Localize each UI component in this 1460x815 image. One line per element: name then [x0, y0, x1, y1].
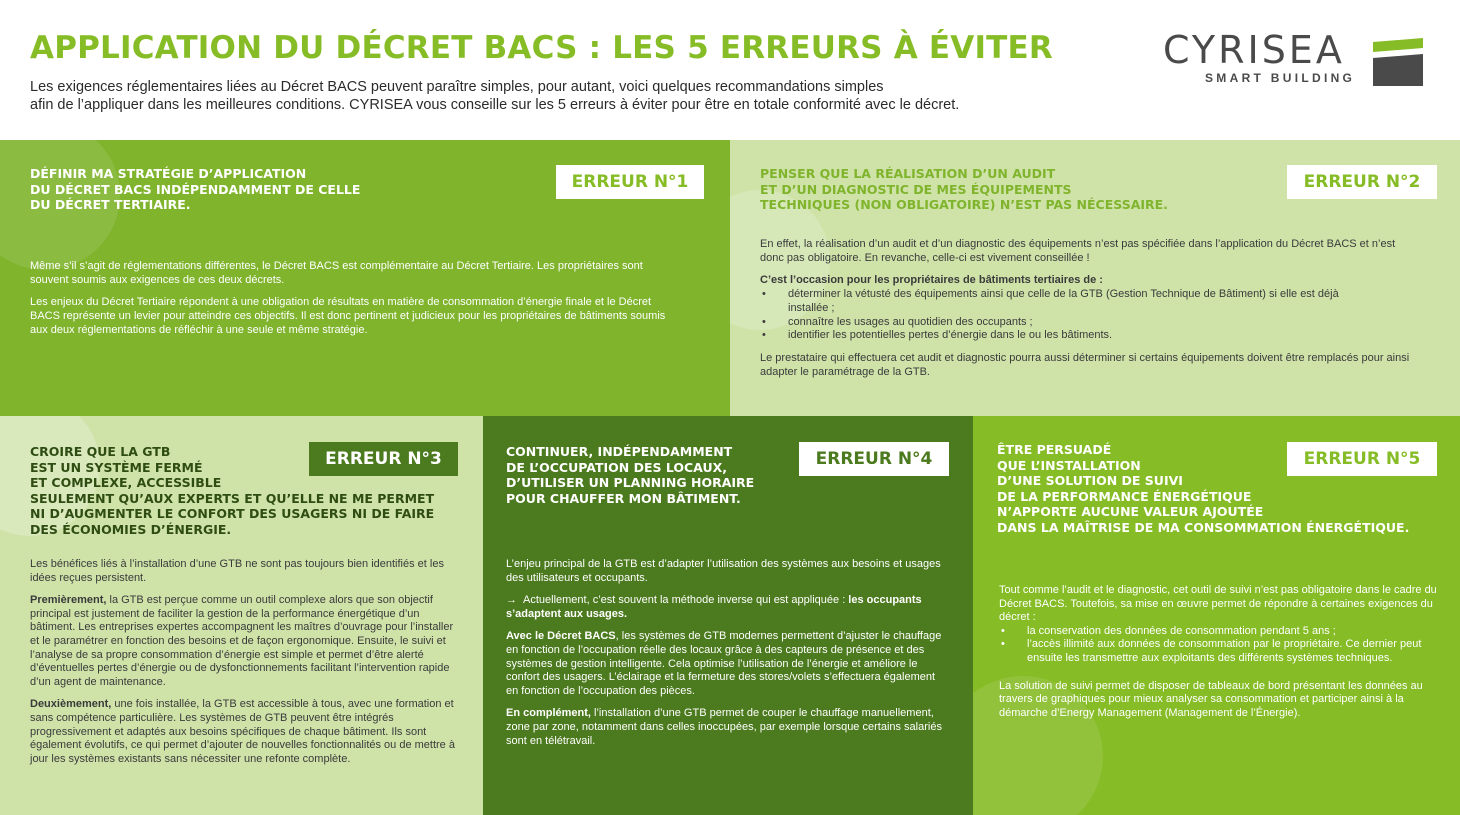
error-title-line: ET COMPLEXE, ACCESSIBLE: [30, 475, 222, 490]
error-body: [30, 558, 460, 775]
error-title-line: N’APPORTE AUCUNE VALEUR AJOUTÉE: [997, 504, 1264, 519]
error-title: [30, 166, 450, 213]
error-title-line: D’UTILISER UN PLANNING HORAIRE: [506, 475, 755, 490]
error-badge: ERREUR N°3: [309, 442, 458, 476]
paragraph-emphasis: les occupants s’adaptent aux usages.: [506, 594, 922, 620]
paragraph: [506, 707, 946, 748]
bullet-list: [760, 288, 1420, 343]
list-item: • la conservation des données de consommation pendant 5 ans ;: [999, 625, 1444, 639]
error-title-line: TECHNIQUES (NON OBLIGATOIRE) N’EST PAS NÉCESSAIRE.: [760, 197, 1168, 212]
intro-line: afin de l’appliquer dans les meilleures conditions. CYRISEA vous conseille sur les 5 erreurs à éviter pour être en totale conformité avec le décret.: [30, 97, 960, 113]
bullet-list: [999, 625, 1444, 666]
error-title-line: EST UN SYSTÈME FERMÉ: [30, 459, 203, 475]
paragraph: Les bénéfices liés à l’installation d’une GTB ne sont pas toujours bien identifiés et les idées reçues persistent.: [30, 558, 444, 584]
list-item: • l’accès illimité aux données de consommation par le propriétaire. Ce dernier peut ensuite les transmettre aux exploitants des différents systèmes techniques.: [999, 638, 1444, 665]
error-badge: ERREUR N°1: [556, 165, 704, 199]
error-title-line: DÉFINIR MA STRATÉGIE D’APPLICATION: [30, 166, 307, 181]
error-badge: ERREUR N°2: [1287, 165, 1437, 199]
paragraph-lead: En complément,: [506, 707, 591, 720]
error-title-line: CROIRE QUE LA GTB: [30, 444, 171, 459]
error-body: [30, 260, 670, 347]
paragraph: [30, 698, 460, 766]
error-title-line: DANS LA MAÎTRISE DE MA CONSOMMATION ÉNERGÉTIQUE.: [997, 519, 1410, 535]
error-panel-4: [483, 416, 973, 815]
paragraph: [506, 594, 946, 621]
page-title: APPLICATION DU DÉCRET BACS : LES 5 ERREURS À ÉVITER: [30, 30, 1053, 66]
paragraph-text: l’installation d’une GTB permet de couper le chauffage manuellement, zone par zone, notamment dans celles inoccupées, par exemple lorsque certains salariés sont en télétravail.: [506, 707, 942, 747]
error-badge: ERREUR N°4: [799, 442, 949, 476]
error-title-line: POUR CHAUFFER MON BÂTIMENT.: [506, 490, 741, 506]
error-title-line: DES ÉCONOMIES D’ÉNERGIE.: [30, 521, 232, 537]
error-body: [506, 558, 946, 757]
error-title-line: CONTINUER, INDÉPENDAMMENT: [506, 444, 733, 459]
paragraph: L’enjeu principal de la GTB est d’adapter l’utilisation des systèmes aux besoins et usages des utilisateurs et occupants.: [506, 558, 941, 584]
error-badge: ERREUR N°5: [1287, 442, 1437, 476]
header: [0, 0, 1460, 140]
paragraph: Même s’il s’agit de réglementations différentes, le Décret BACS est complémentaire au Décret Tertiaire. Les propriétaires sont souvent soumis aux exigences de ces deux décrets.: [30, 260, 643, 286]
paragraph: La solution de suivi permet de disposer de tableaux de bord présentant les données au travers de graphiques pour mieux analyser sa consommation et participer ainsi à la démarche d’Energy Management (Management de l’Énergie).: [999, 679, 1423, 719]
logo-wordmark: CYRISEA: [1163, 28, 1345, 72]
error-title-line: DE L’OCCUPATION DES LOCAUX,: [506, 459, 727, 475]
cyrisea-logo: [1163, 28, 1425, 92]
paragraph: Les enjeux du Décret Tertiaire répondent à une obligation de résultats en matière de consommation d’énergie finale et le Décret BACS représente un levier pour atteindre ces objectifs. Il est donc pertinent et judicieux pour les propriétaires de bâtiments soumis aux deux réglementations de réfléchir à une seule et même stratégie.: [30, 296, 666, 336]
intro-line: Les exigences réglementaires liées au Décret BACS peuvent paraître simples, pour autant, voici quelques recommandations simples: [30, 79, 884, 95]
error-panel-1: [0, 140, 730, 416]
paragraph-text: la GTB est perçue comme un outil complexe alors que son objectif principal est justement de faciliter la gestion de la performance énergétique d’un bâtiment. Les entreprises expertes accompagnent les maîtres d’ouvrage pour l’installer et le paramétrer en fonction des besoins et de façon ergonomique. Ensuite, le suivi et l’analyse de sa propre consommation d’énergie est simple et permet d’être alerté d’éventuelles pertes d’énergie ou de dysfonctionnements facilitant l’intervention rapide d’un agent de maintenance.: [30, 594, 454, 688]
error-panel-2: [730, 140, 1460, 416]
paragraph-lead: Avec le Décret BACS: [506, 630, 616, 643]
error-title-line: DU DÉCRET TERTIAIRE.: [30, 197, 191, 212]
paragraph: En effet, la réalisation d’un audit et d’un diagnostic des équipements n’est pas spécifiée dans l’application du Décret BACS et n’est donc pas obligatoire. En revanche, celle-ci est vivement conseillée !: [760, 238, 1396, 264]
error-title: [506, 444, 806, 506]
list-item: • identifier les potentielles pertes d’énergie dans le ou les bâtiments.: [760, 329, 1420, 343]
arrow-right-icon: →: [506, 594, 517, 607]
paragraph: Le prestataire qui effectuera cet audit et diagnostic pourra aussi déterminer si certains équipements doivent être remplacés pour ainsi adapter le paramétrage de la GTB.: [760, 351, 1410, 378]
error-title-line: ET D’UN DIAGNOSTIC DE MES ÉQUIPEMENTS: [760, 181, 1072, 197]
paragraph: [30, 594, 460, 689]
error-title: [760, 166, 1240, 213]
error-title-line: SEULEMENT QU’AUX EXPERTS ET QU’ELLE NE ME PERMET: [30, 490, 435, 506]
list-item: • connaître les usages au quotidien des occupants ;: [760, 316, 1420, 330]
error-title-line: DU DÉCRET BACS INDÉPENDAMMENT DE CELLE: [30, 181, 361, 197]
list-title: C’est l’occasion pour les propriétaires de bâtiments tertiaires de :: [760, 274, 1103, 287]
logo-tagline: SMART BUILDING: [1205, 71, 1356, 85]
error-title-line: PENSER QUE LA RÉALISATION D’UN AUDIT: [760, 166, 1056, 181]
error-title-line: D’UNE SOLUTION DE SUIVI: [997, 473, 1183, 488]
error-panel-5: [973, 416, 1460, 815]
paragraph-text: Actuellement, c’est souvent la méthode inverse qui est appliquée :: [523, 594, 846, 607]
intro-text: [30, 78, 1150, 114]
paragraph: [506, 630, 946, 698]
paragraph-text: une fois installée, la GTB est accessible à tous, avec une formation et sans compétence particulière. Les systèmes de GTB peuvent être intégrés progressivement et adaptés aux besoins spécifiques de chaque bâtiment. Ils sont également évolutifs, ce qui permet d’ajouter de nouvelles fonctionnalités ou de mettre à jour les systèmes existants sans nécessiter une refonte complète.: [30, 698, 455, 765]
paragraph-lead: Premièrement,: [30, 594, 107, 607]
paragraph-lead: Deuxièmement,: [30, 698, 112, 711]
error-body: [999, 584, 1444, 729]
error-body: [760, 238, 1420, 388]
paragraph-text: , les systèmes de GTB modernes permettent d’ajuster le chauffage en fonction de l’occupation réelle des locaux grâce à des capteurs de présence et des systèmes de gestion intelligente. Cela optimise l’utilisation de l’énergie et améliore le confort des usagers. L’éclairage et la fermeture des stores/volets s’effectuera également en fonction de l’occupation des pièces.: [506, 630, 942, 697]
error-panel-3: [0, 416, 483, 815]
error-title-line: NI D’AUGMENTER LE CONFORT DES USAGERS NI DE FAIRE: [30, 506, 435, 521]
paragraph: Tout comme l’audit et le diagnostic, cet outil de suivi n’est pas obligatoire dans le cadre du Décret BACS. Toutefois, sa mise en œuvre permet de répondre à certaines exigences du décret :: [999, 584, 1437, 624]
list-item: • déterminer la vétusté des équipements ainsi que celle de la GTB (Gestion Technique de Bâtiment) si elle est déjà installée ;: [760, 288, 1420, 315]
error-title-line: QUE L’INSTALLATION: [997, 457, 1141, 473]
logo-mark-icon: [1373, 38, 1423, 86]
error-title-line: DE LA PERFORMANCE ÉNERGÉTIQUE: [997, 488, 1252, 504]
error-title-line: ÊTRE PERSUADÉ: [997, 442, 1112, 457]
